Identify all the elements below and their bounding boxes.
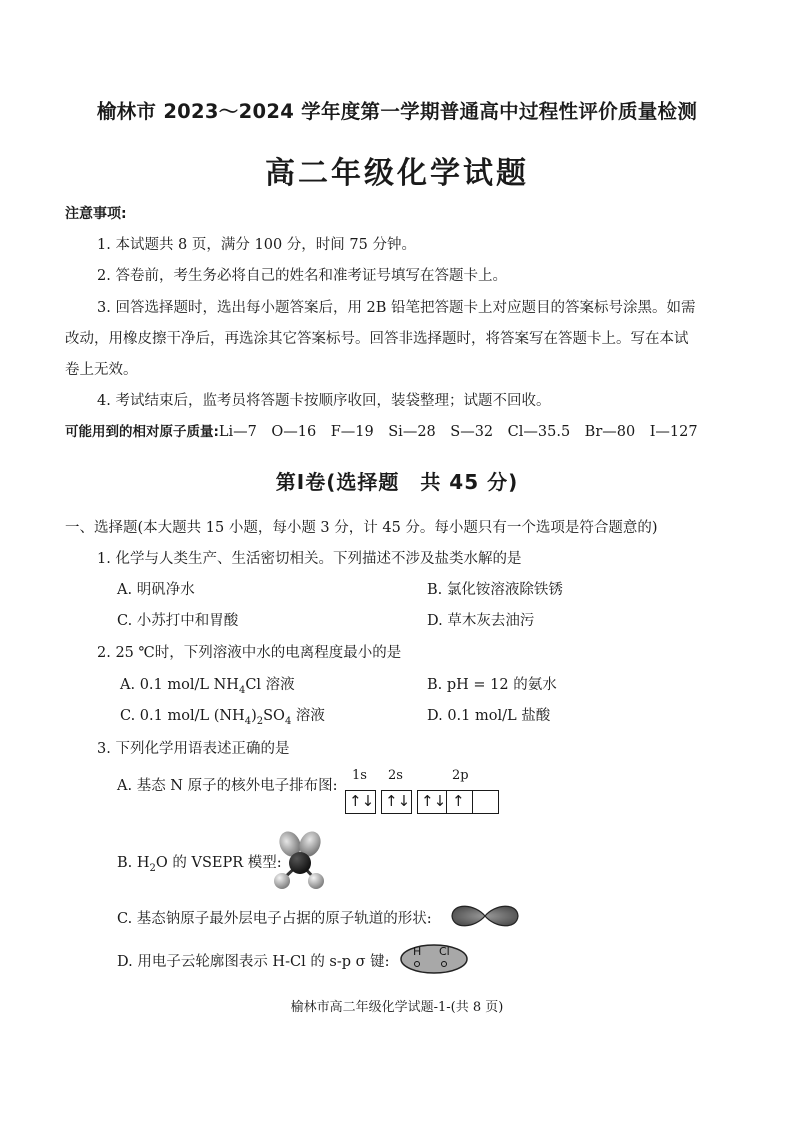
q3-option-d: D. 用电子云轮廓图表示 H-Cl 的 s-p σ 键: — [117, 954, 390, 970]
q3-stem: 3. 下列化学用语表述正确的是 — [97, 741, 290, 757]
q1-stem: 1. 化学与人类生产、生活密切相关。下列描述不涉及盐类水解的是 — [97, 551, 522, 567]
q2-option-d: D. 0.1 mol/L 盐酸 — [427, 708, 551, 724]
page-title: 高二年级化学试题 — [265, 156, 529, 191]
q2-option-a: A. 0.1 mol/L $NH_4Cl$ 溶液 — [120, 677, 295, 696]
page-footer: 榆林市高二年级化学试题-1-(共 8 页) — [290, 1000, 504, 1015]
notes-heading: 注意事项: — [65, 206, 127, 222]
vsepr-model-image — [268, 830, 334, 894]
section-title: 第Ⅰ卷(选择题 共 45 分) — [275, 470, 519, 494]
orbital-label-1s: 1s — [352, 768, 367, 783]
note-item: 1. 本试题共 8 页，满分 100 分，时间 75 分钟。 — [97, 237, 416, 253]
orbital-box-2p — [472, 790, 499, 814]
q2-stem: 2. 25 ℃时，下列溶液中水的电离程度最小的是 — [97, 645, 402, 661]
atomic-masses — [65, 420, 698, 441]
atom-label-cl: Cl — [439, 945, 450, 958]
q3-option-c: C. 基态钠原子最外层电子占据的原子轨道的形状: — [117, 911, 432, 927]
orbital-label-2s: 2s — [388, 768, 403, 783]
atomic-masses-values: Li—7 O—16 F—19 Si—28 S—32 Cl—35.5 Br—80 I—127 — [218, 424, 698, 440]
q3-option-a: A. 基态 N 原子的核外电子排布图: — [117, 778, 338, 794]
q3-option-b: B. $H_2O$ 的 VSEPR 模型: — [117, 855, 282, 874]
exam-header: 榆林市 2023～2024 学年度第一学期普通高中过程性评价质量检测 — [96, 100, 698, 123]
orbital-box-2p: ↑ — [445, 790, 473, 814]
note-item: 3. 回答选择题时，选出每小题答案后，用 2B 铅笔把答题卡上对应题目的答案标号涂黑。如需 — [97, 300, 696, 316]
q1-option-d: D. 草木灰去油污 — [427, 613, 535, 629]
orbital-label-2p: 2p — [452, 768, 469, 783]
orbital-box-2s: ↑↓ — [381, 790, 412, 814]
dumbbell-orbital-image — [449, 900, 521, 932]
orbital-diagram — [345, 768, 505, 816]
hcl-sigma-bond-image — [398, 942, 470, 976]
orbital-box-1s: ↑↓ — [345, 790, 376, 814]
atom-label-h: H — [413, 945, 422, 958]
note-item: 2. 答卷前，考生务必将自己的姓名和准考证号填写在答题卡上。 — [97, 268, 507, 284]
orbital-box-2p: ↑↓ — [417, 790, 447, 814]
note-item: 4. 考试结束后，监考员将答题卡按顺序收回，装袋整理；试题不回收。 — [97, 393, 551, 409]
note-item: 卷上无效。 — [65, 362, 138, 378]
q1-option-a: A. 明矾净水 — [117, 582, 195, 598]
q2-option-b: B. pH = 12 的氨水 — [427, 677, 557, 693]
atomic-masses-label: 可能用到的相对原子质量: — [65, 424, 219, 440]
note-item: 改动，用橡皮擦干净后，再选涂其它答案标号。回答非选择题时，将答案写在答题卡上。写在本试 — [65, 331, 689, 347]
q1-option-b: B. 氯化铵溶液除铁锈 — [427, 582, 563, 598]
part-one-heading: 一、选择题(本大题共 15 小题，每小题 3 分，计 45 分。每小题只有一个选项是符合题意的) — [65, 520, 658, 536]
q2-option-c: C. 0.1 mol/L $(NH_4)_2SO_4$ 溶液 — [120, 708, 325, 727]
q1-option-c: C. 小苏打中和胃酸 — [117, 613, 239, 629]
